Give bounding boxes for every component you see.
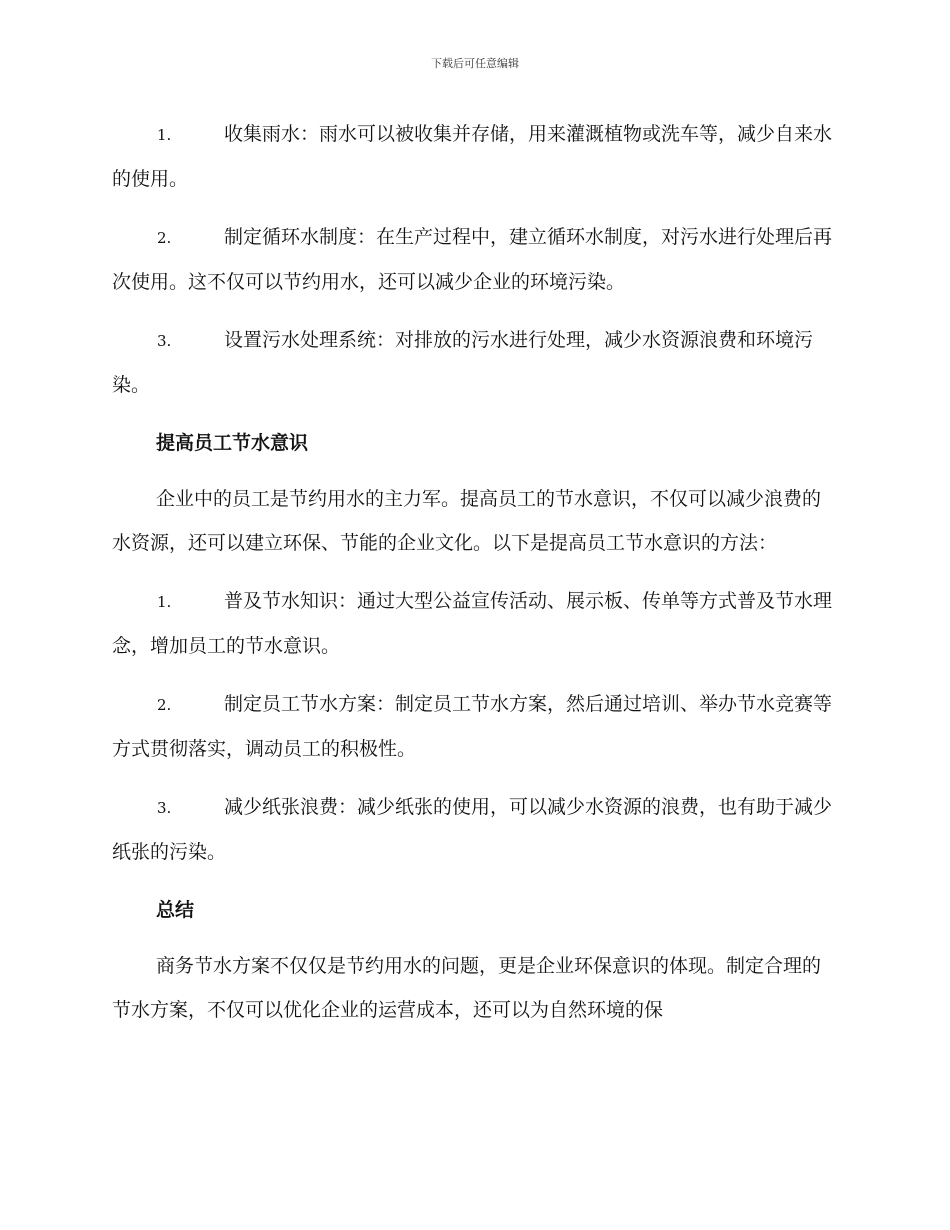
list-number: 3. xyxy=(157,799,172,817)
document-body xyxy=(112,112,832,1046)
list-item-text: 收集雨水：雨水可以被收集并存储，用来灌溉植物或洗车等，减少自来水的使用。 xyxy=(112,123,833,190)
summary-paragraph: 商务节水方案不仅仅是节约用水的问题，更是企业环保意识的体现。制定合理的节水方案，不仅可以优化企业的运营成本，还可以为自然环境的保 xyxy=(112,955,822,1021)
list-item xyxy=(112,785,832,874)
water-saving-measures-list xyxy=(112,112,832,407)
list-number: 3. xyxy=(157,332,172,350)
list-item xyxy=(112,682,832,771)
page-header: 下载后可任意编辑 xyxy=(431,57,519,70)
list-item-text: 制定员工节水方案：制定员工节水方案，然后通过培训、举办节水竞赛等方式贯彻落实，调动员工的积极性。 xyxy=(112,693,833,760)
list-item-text: 设置污水处理系统：对排放的污水进行处理，减少水资源浪费和环境污染。 xyxy=(112,329,814,396)
section-intro-paragraph: 企业中的员工是节约用水的主力军。提高员工的节水意识，不仅可以减少浪费的水资源，还可以建立环保、节能的企业文化。以下是提高员工节水意识的方法： xyxy=(112,488,822,554)
section-heading-awareness: 提高员工节水意识 xyxy=(156,432,309,454)
list-item-text: 制定循环水制度：在生产过程中，建立循环水制度，对污水进行处理后再次使用。这不仅可以节约用水，还可以减少企业的环境污染。 xyxy=(112,226,833,293)
list-item xyxy=(112,215,832,304)
awareness-methods-list xyxy=(112,579,832,874)
section-heading-summary: 总结 xyxy=(156,899,195,921)
list-number: 2. xyxy=(157,696,172,714)
list-item xyxy=(112,318,832,407)
list-item-text: 普及节水知识：通过大型公益宣传活动、展示板、传单等方式普及节水理念，增加员工的节水意识。 xyxy=(112,590,833,657)
list-number: 1. xyxy=(157,126,172,144)
list-number: 2. xyxy=(157,229,172,247)
list-item xyxy=(112,112,832,201)
list-item xyxy=(112,579,832,668)
list-number: 1. xyxy=(157,593,172,611)
list-item-text: 减少纸张浪费：减少纸张的使用，可以减少水资源的浪费，也有助于减少纸张的污染。 xyxy=(112,796,833,863)
